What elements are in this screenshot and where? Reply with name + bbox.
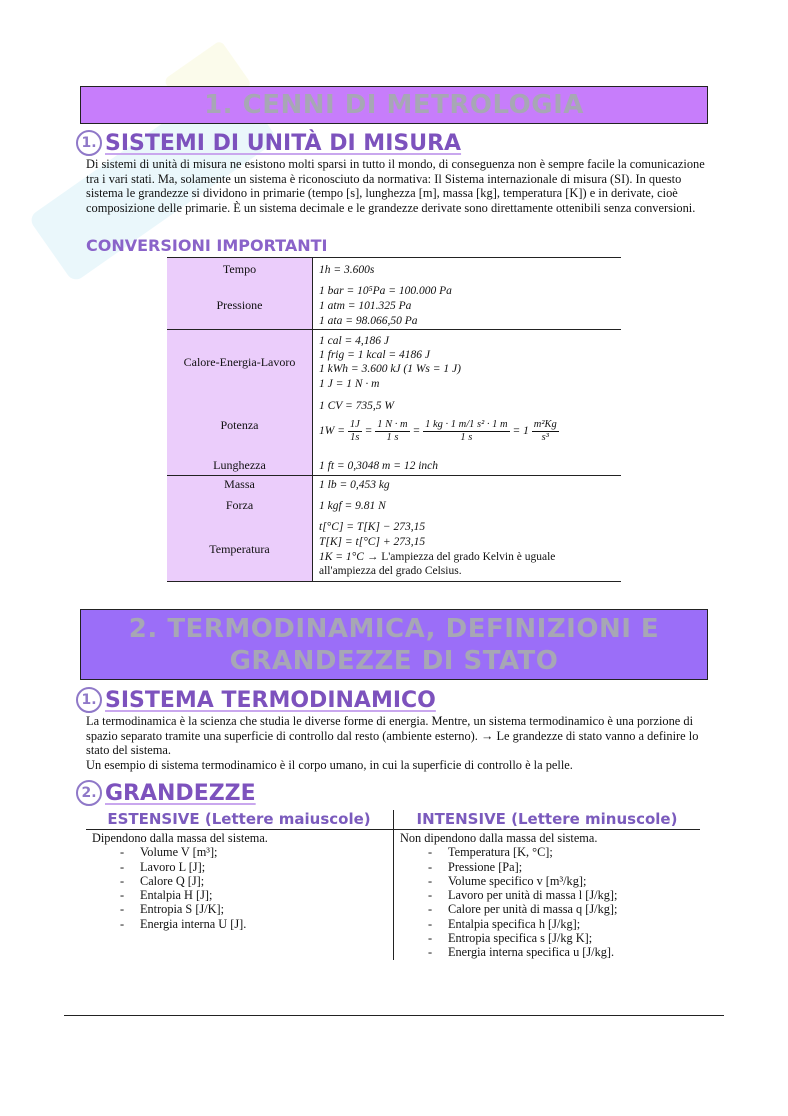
value-temperatura-3: 1K = 1°C → L'ampiezza del grado Kelvin è uguale (319, 551, 556, 563)
label-tempo: Tempo (222, 262, 257, 276)
list-item: - Calore Q [J]; (92, 874, 388, 888)
value-pressione-3: 1 ata = 98.066,50 Pa (319, 315, 418, 327)
conversions-heading: CONVERSIONI IMPORTANTI (86, 236, 328, 255)
section-title: SISTEMA TERMODINAMICO (105, 687, 436, 713)
value-lunghezza: 1 ft = 0,3048 m = 12 inch (319, 460, 439, 472)
list-item: - Entropia S [J/K]; (92, 902, 388, 916)
value-pressione-2: 1 atm = 101.325 Pa (319, 300, 412, 312)
section-title: SISTEMI DI UNITÀ DI MISURA (105, 130, 462, 156)
value-calore-1: 1 cal = 4,186 J (319, 335, 390, 347)
intensive-heading: INTENSIVE (Lettere minuscole) (416, 810, 678, 828)
list-item: - Volume specifico v [m³/kg]; (400, 874, 700, 888)
section-heading-grandezze (76, 780, 256, 806)
label-pressione: Pressione (216, 298, 263, 312)
value-temperatura-2: T[K] = t[°C] + 273,15 (319, 536, 426, 548)
value-pressione-1: 1 bar = 10⁵Pa = 100.000 Pa (319, 285, 452, 297)
columns-divider-vertical (393, 810, 394, 960)
section-number: 1. (76, 687, 102, 713)
label-forza: Forza (225, 498, 254, 512)
termodinamica-paragraph: La termodinamica è la scienza che studia le diverse forme di energia. Mentre, un sistema termodinamico è una porzione di spazio separato tramite una superficie di controllo dal resto (ambiente esterno). → Le grandezze di stato vanno a definire lo stato del sistema. (86, 714, 699, 757)
intensive-column (400, 831, 700, 960)
list-item: - Lavoro per unità di massa l [J/kg]; (400, 888, 700, 902)
list-item: - Pressione [Pa]; (400, 860, 700, 874)
value-temperatura-1: t[°C] = T[K] − 273,15 (319, 521, 426, 533)
list-item: - Lavoro L [J]; (92, 860, 388, 874)
section-heading-sistemi (76, 130, 461, 156)
esempio-paragraph: Un esempio di sistema termodinamico è il corpo umano, in cui la superficie di controllo è la pelle. (86, 758, 573, 772)
intensive-intro: Non dipendono dalla massa del sistema. (400, 831, 598, 845)
label-temperatura: Temperatura (209, 542, 270, 556)
label-massa: Massa (224, 477, 255, 491)
chapter-title: 1. CENNI DI METROLOGIA (204, 90, 584, 120)
formula-lhs: 1W = (319, 425, 345, 437)
value-calore-3: 1 kWh = 3.600 kJ (1 Ws = 1 J) (319, 363, 461, 375)
fraction-3: $\frac{\text{1 kg · 1 m/1 s² · 1 m}}{1 s}$ (425, 418, 508, 443)
list-item: - Entropia specifica s [J/kg K]; (400, 931, 700, 945)
extensive-heading: ESTENSIVE (Lettere maiuscole) (107, 810, 371, 828)
extensive-list (92, 845, 388, 931)
extensive-intro: Dipendono dalla massa del sistema. (92, 831, 268, 845)
section-title: GRANDEZZE (105, 780, 256, 806)
value-massa: 1 lb = 0,453 kg (319, 479, 390, 491)
fraction-2: $\frac{1 N \cdot m}{1 s}$ (377, 418, 408, 443)
chapter-title-line2: GRANDEZZE DI STATO (229, 645, 559, 676)
list-item: - Energia interna U [J]. (92, 917, 388, 931)
value-calore-4: 1 J = 1 N · m (319, 378, 380, 390)
footer-rule (64, 1015, 724, 1016)
intro-paragraph: Di sistemi di unità di misura ne esistono molti sparsi in tutto il mondo, di conseguenza non è sempre facile la comunicazione tra i vari stati. Ma, solamente un sistema è riconosciuto da normativa: Il Sistema internazionale di misura (SI). In questo sistema le grandezze si dividono in primarie (tempo [s], lunghezza [m], massa [kg], temperatura [K]) e in derivate, cioè composizione delle primarie. È un sistema decimale e le grandezze derivate sono direttamente ottenibili senza conversioni. (86, 157, 705, 215)
chapter-banner-metrologia (80, 86, 708, 124)
label-potenza: Potenza (220, 418, 259, 432)
row-divider (167, 475, 621, 476)
section-heading-sistema-termodinamico (76, 687, 436, 713)
list-item: - Calore per unità di massa q [J/kg]; (400, 902, 700, 916)
list-item: - Entalpia H [J]; (92, 888, 388, 902)
label-calore: Calore-Energia-Lavoro (183, 355, 296, 369)
chapter-banner-termodinamica (80, 609, 708, 680)
value-calore-2: 1 frig = 1 kcal = 4186 J (319, 349, 431, 361)
fraction-1: $\frac{1J}{1s}$ (349, 418, 360, 443)
conversions-table (167, 257, 621, 582)
section-number: 2. (76, 780, 102, 806)
value-potenza-1: 1 CV = 735,5 W (319, 400, 394, 412)
value-temperatura-4: all'ampiezza del grado Celsius. (319, 565, 462, 577)
list-item: - Energia interna specifica u [J/kg]. (400, 945, 700, 959)
intensive-list (400, 845, 700, 959)
list-item: - Temperatura [K, °C]; (400, 845, 700, 859)
section-number: 1. (76, 130, 102, 156)
row-divider (167, 329, 621, 330)
fraction-4: $\frac{\text{m²Kg}}{\text{s³}}$ (533, 418, 557, 443)
value-tempo: 1h = 3.600s (319, 264, 375, 276)
list-item: - Entalpia specifica h [J/kg]; (400, 917, 700, 931)
list-item: - Volume V [m³]; (92, 845, 388, 859)
label-lunghezza: Lunghezza (213, 458, 266, 472)
extensive-column (92, 831, 388, 931)
value-forza: 1 kgf = 9.81 N (319, 500, 386, 512)
chapter-title-line1: 2. TERMODINAMICA, DEFINIZIONI E (128, 613, 660, 644)
value-potenza-formula: 1W = $\frac{1J}{1s}$ = $\frac{1 N \cdot m}{1 s}$ = $\frac{\text{1 kg · 1 m/1 s² · 1 m}}{1 s}$ = 1 $\frac{\text{m²Kg}}{\text{s³}}$ (319, 418, 557, 443)
